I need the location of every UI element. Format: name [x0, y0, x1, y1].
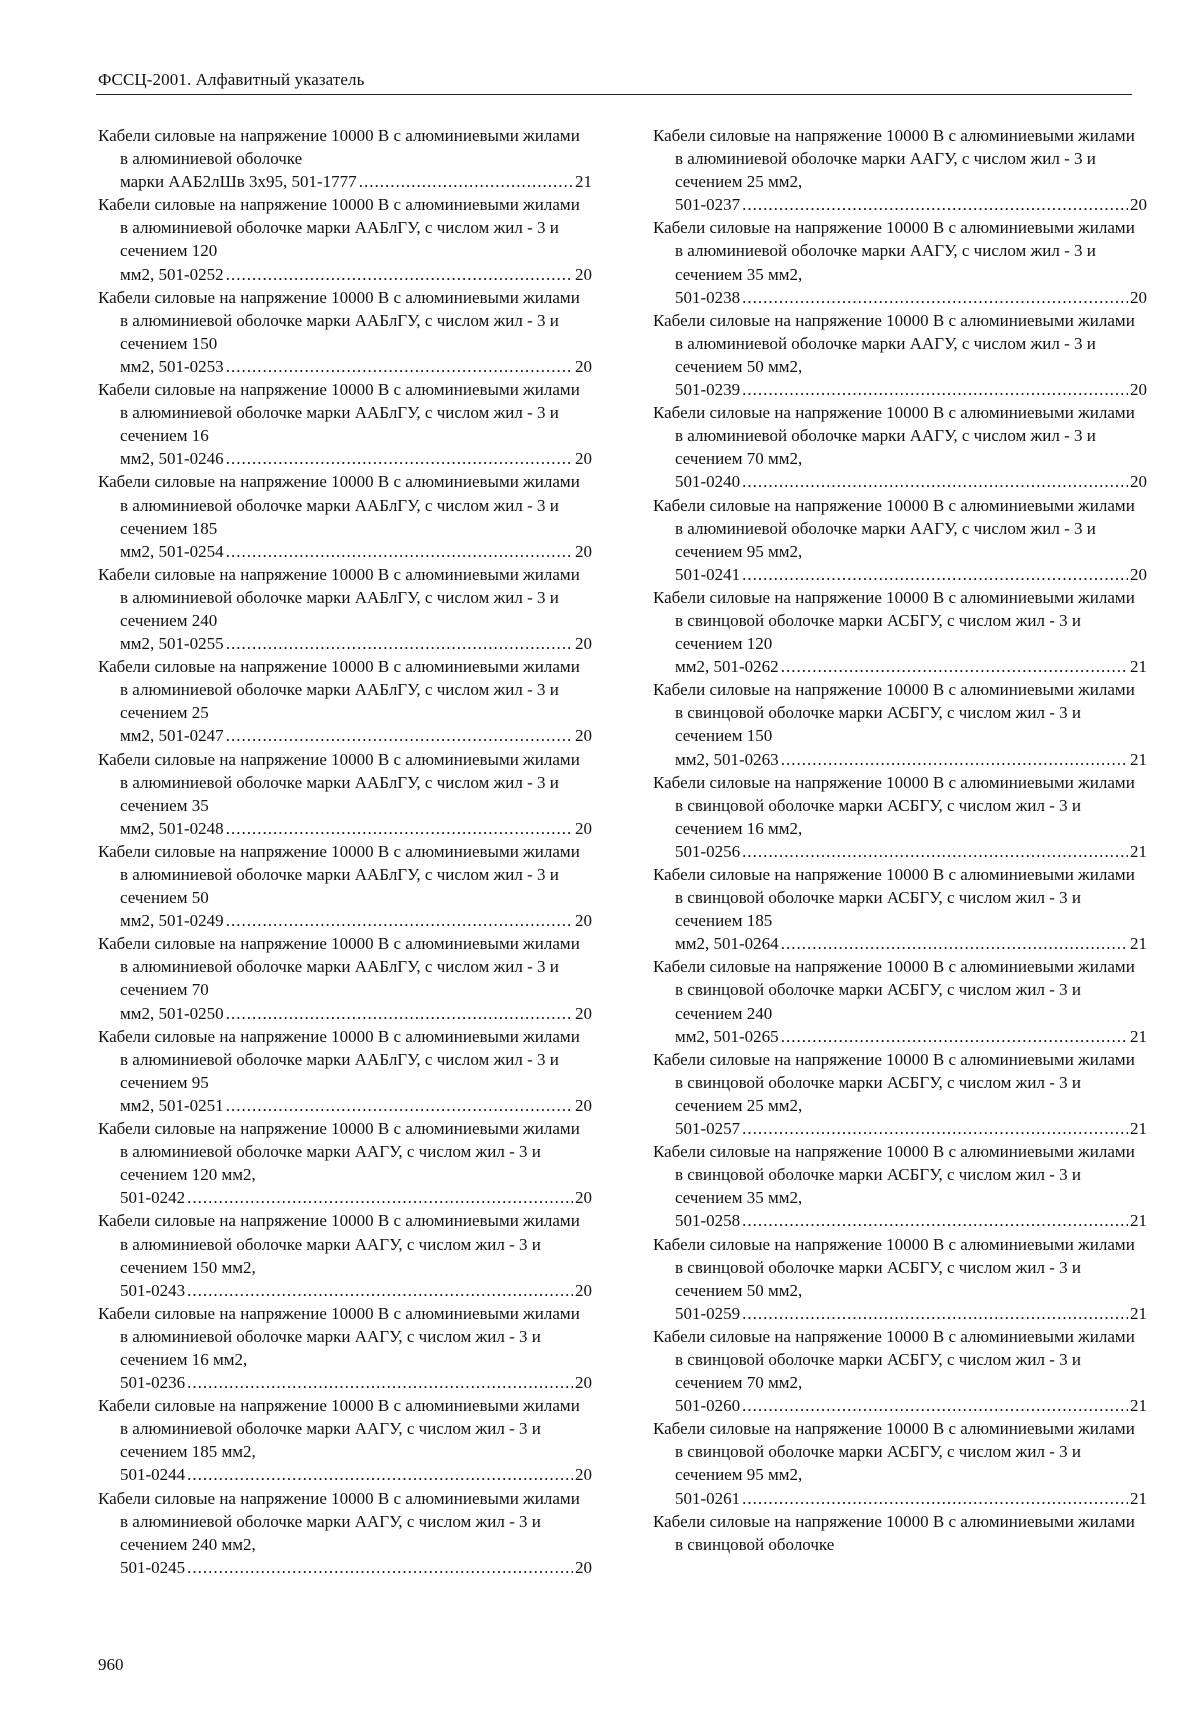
index-entry-page: 20	[575, 818, 592, 838]
index-entry	[653, 955, 1147, 1047]
dot-leader	[226, 263, 573, 286]
index-entry-reference-line	[98, 1463, 592, 1486]
index-entry-text: Кабели силовые на напряжение 10000 В с алюминиевыми жилами в алюминиевой оболочке марки ААБлГУ, с числом жил - 3 и сечением 185	[98, 472, 580, 538]
index-entry-page: 20	[575, 264, 592, 284]
index-entry-ref: 501-0260	[675, 1396, 741, 1416]
dot-leader	[781, 748, 1128, 771]
index-entry-text: Кабели силовые на напряжение 10000 В с алюминиевыми жилами в алюминиевой оболочке марки ААГУ, с числом жил - 3 и сечением 240 мм2,	[98, 1488, 580, 1554]
index-entry	[98, 1025, 592, 1117]
index-entry-text: Кабели силовые на напряжение 10000 В с алюминиевыми жилами в алюминиевой оболочке марки ААБлГУ, с числом жил - 3 и сечением 120	[98, 195, 580, 261]
index-entry-reference-line	[653, 378, 1147, 401]
dot-leader	[359, 170, 573, 193]
index-entry	[98, 932, 592, 1024]
index-entry-reference-line	[653, 193, 1147, 216]
index-entry-page: 20	[575, 1373, 592, 1393]
dot-leader	[742, 1117, 1128, 1140]
index-entry-reference-line	[98, 1186, 592, 1209]
index-entry-text: Кабели силовые на напряжение 10000 В с алюминиевыми жилами в алюминиевой оболочке марки ААБлГУ, с числом жил - 3 и сечением 70	[98, 934, 580, 1000]
index-entry-text: Кабели силовые на напряжение 10000 В с алюминиевыми жилами в алюминиевой оболочке марки ААБлГУ, с числом жил - 3 и сечением 150	[98, 287, 580, 353]
page-number: 960	[98, 1655, 124, 1674]
page-header-title: ФССЦ-2001. Алфавитный указатель	[98, 70, 365, 89]
index-entry	[653, 309, 1147, 401]
index-entry-reference-line	[98, 447, 592, 470]
index-entry	[98, 840, 592, 932]
index-entry	[98, 470, 592, 562]
index-entry-ref: мм2, 501-0264	[675, 934, 779, 954]
index-entry-ref: 501-0259	[675, 1303, 741, 1323]
index-entry-ref: 501-0237	[675, 195, 741, 215]
index-entry-reference-line	[653, 1394, 1147, 1417]
index-entry	[98, 286, 592, 378]
index-entry-page: 20	[1130, 472, 1147, 492]
index-entry	[653, 216, 1147, 308]
index-entry-page: 20	[575, 541, 592, 561]
index-entry-reference-line	[653, 563, 1147, 586]
header-divider	[96, 94, 1132, 95]
index-entry-ref: мм2, 501-0252	[120, 264, 224, 284]
index-entry-page: 20	[1130, 564, 1147, 584]
index-entry	[653, 1325, 1147, 1417]
index-entry-page: 21	[575, 172, 592, 192]
index-entry-ref: мм2, 501-0265	[675, 1026, 779, 1046]
dot-leader	[781, 932, 1128, 955]
index-entry	[653, 1510, 1147, 1556]
index-entry	[653, 1048, 1147, 1140]
index-entry-ref: 501-0258	[675, 1211, 741, 1231]
index-entry-ref: 501-0261	[675, 1488, 741, 1508]
index-entry	[653, 678, 1147, 770]
index-entry-reference-line	[98, 724, 592, 747]
index-entry-ref: 501-0240	[675, 472, 741, 492]
index-entry-text: Кабели силовые на напряжение 10000 В с алюминиевыми жилами в алюминиевой оболочке марки ААГУ, с числом жил - 3 и сечением 95 мм2,	[653, 495, 1135, 561]
dot-leader	[187, 1463, 573, 1486]
index-entry-ref: марки ААБ2лШв 3х95, 501-1777	[120, 172, 357, 192]
index-entry-ref: 501-0257	[675, 1119, 741, 1139]
index-entry-reference-line	[653, 840, 1147, 863]
index-entry-ref: мм2, 501-0251	[120, 1095, 224, 1115]
index-entry-page: 20	[575, 911, 592, 931]
dot-leader	[226, 447, 573, 470]
index-entry-page: 21	[1130, 1396, 1147, 1416]
index-entry-reference-line	[653, 1209, 1147, 1232]
index-entry	[98, 748, 592, 840]
index-entry-page: 21	[1130, 841, 1147, 861]
index-entry-text: Кабели силовые на напряжение 10000 В с алюминиевыми жилами в свинцовой оболочке марки АСБГУ, с числом жил - 3 и сечением 120	[653, 587, 1135, 654]
index-column-left	[98, 124, 592, 1579]
index-entry-text: Кабели силовые на напряжение 10000 В с алюминиевыми жилами в алюминиевой оболочке марки ААБлГУ, с числом жил - 3 и сечением 240	[98, 564, 580, 630]
index-entry-text: Кабели силовые на напряжение 10000 В с алюминиевыми жилами в алюминиевой оболочке марки ААБлГУ, с числом жил - 3 и сечением 35	[98, 749, 580, 815]
index-entry-page: 20	[575, 726, 592, 746]
index-entry-text: Кабели силовые на напряжение 10000 В с алюминиевыми жилами в свинцовой оболочке марки АСБГУ, с числом жил - 3 и сечением 185	[653, 865, 1135, 931]
dot-leader	[742, 840, 1128, 863]
dot-leader	[187, 1371, 573, 1394]
index-entry-reference-line	[653, 1117, 1147, 1140]
index-entry-page: 21	[1130, 934, 1147, 954]
index-entry-text: Кабели силовые на напряжение 10000 В с алюминиевыми жилами в алюминиевой оболочке марки ААГУ, с числом жил - 3 и сечением 16 мм2,	[98, 1303, 580, 1369]
index-entry-reference-line	[98, 1094, 592, 1117]
index-entry-reference-line	[653, 932, 1147, 955]
index-entry-page: 21	[1130, 1488, 1147, 1508]
index-entry-ref: 501-0256	[675, 841, 741, 861]
dot-leader	[742, 193, 1128, 216]
index-entry-page: 21	[1130, 1119, 1147, 1139]
dot-leader	[226, 817, 573, 840]
index-entry-text: Кабели силовые на напряжение 10000 В с алюминиевыми жилами в алюминиевой оболочке марки ААБлГУ, с числом жил - 3 и сечением 25	[98, 657, 580, 723]
index-entry-page: 20	[575, 1465, 592, 1485]
index-entry-reference-line	[653, 286, 1147, 309]
index-entry-page: 20	[575, 1003, 592, 1023]
dot-leader	[781, 1025, 1128, 1048]
index-entry	[98, 378, 592, 470]
index-entry-reference-line	[653, 1025, 1147, 1048]
index-entry-page: 20	[575, 1557, 592, 1577]
index-entry	[98, 563, 592, 655]
index-entry	[98, 655, 592, 747]
dot-leader	[742, 378, 1128, 401]
dot-leader	[226, 1002, 573, 1025]
index-entry	[653, 401, 1147, 493]
index-entry	[98, 1209, 592, 1301]
dot-leader	[226, 540, 573, 563]
index-entry-ref: мм2, 501-0255	[120, 634, 224, 654]
index-entry-text: Кабели силовые на напряжение 10000 В с алюминиевыми жилами в алюминиевой оболочке марки ААБлГУ, с числом жил - 3 и сечением 16	[98, 380, 580, 446]
dot-leader	[742, 286, 1128, 309]
index-entry-ref: 501-0239	[675, 380, 741, 400]
index-entry-page: 21	[1130, 1211, 1147, 1231]
dot-leader	[742, 1302, 1128, 1325]
index-entry-ref: 501-0245	[120, 1557, 186, 1577]
index-entry-page: 21	[1130, 1026, 1147, 1046]
index-entry-reference-line	[653, 748, 1147, 771]
index-entry	[98, 1394, 592, 1486]
dot-leader	[187, 1186, 573, 1209]
index-entry-ref: 501-0242	[120, 1188, 186, 1208]
index-entry	[98, 193, 592, 285]
index-entry-reference-line	[98, 817, 592, 840]
index-entry	[98, 1117, 592, 1209]
index-entry-text: Кабели силовые на напряжение 10000 В с алюминиевыми жилами в алюминиевой оболочке	[98, 126, 580, 169]
index-entry-text: Кабели силовые на напряжение 10000 В с алюминиевыми жилами в свинцовой оболочке марки АСБГУ, с числом жил - 3 и сечением 150	[653, 680, 1135, 746]
dot-leader	[742, 1487, 1128, 1510]
index-entry-reference-line	[98, 909, 592, 932]
index-entry-text: Кабели силовые на напряжение 10000 В с алюминиевыми жилами в свинцовой оболочке марки АСБГУ, с числом жил - 3 и сечением 95 мм2,	[653, 1419, 1135, 1485]
index-entry-page: 20	[575, 634, 592, 654]
index-entry-reference-line	[98, 632, 592, 655]
index-entry-reference-line	[98, 1279, 592, 1302]
index-entry-ref: мм2, 501-0253	[120, 356, 224, 376]
index-entry-text: Кабели силовые на напряжение 10000 В с алюминиевыми жилами в свинцовой оболочке марки АСБГУ, с числом жил - 3 и сечением 16 мм2,	[653, 772, 1135, 838]
index-entry-page: 20	[1130, 195, 1147, 215]
index-entry-page: 20	[575, 1280, 592, 1300]
index-entry-ref: мм2, 501-0248	[120, 818, 224, 838]
index-entry-ref: мм2, 501-0249	[120, 911, 224, 931]
index-entry-page: 21	[1130, 749, 1147, 769]
index-entry-ref: 501-0238	[675, 287, 741, 307]
index-entry	[653, 1417, 1147, 1509]
index-entry-reference-line	[653, 655, 1147, 678]
index-entry-reference-line	[98, 1556, 592, 1579]
index-entry-reference-line	[98, 263, 592, 286]
dot-leader	[187, 1279, 573, 1302]
index-entry-ref: 501-0244	[120, 1465, 186, 1485]
index-entry	[653, 586, 1147, 678]
index-entry-page: 20	[1130, 287, 1147, 307]
index-entry-text: Кабели силовые на напряжение 10000 В с алюминиевыми жилами в алюминиевой оболочке марки ААГУ, с числом жил - 3 и сечением 25 мм2,	[653, 126, 1135, 192]
index-entry-page: 20	[1130, 380, 1147, 400]
dot-leader	[742, 563, 1128, 586]
index-entry-reference-line	[98, 355, 592, 378]
index-entry-text: Кабели силовые на напряжение 10000 В с алюминиевыми жилами в свинцовой оболочке марки АСБГУ, с числом жил - 3 и сечением 35 мм2,	[653, 1142, 1135, 1208]
index-entry-ref: мм2, 501-0262	[675, 657, 779, 677]
index-entry-page: 21	[1130, 657, 1147, 677]
index-entry	[653, 863, 1147, 955]
index-entry	[98, 124, 592, 193]
index-entry-reference-line	[98, 1371, 592, 1394]
dot-leader	[742, 1209, 1128, 1232]
dot-leader	[226, 724, 573, 747]
index-entry-text: Кабели силовые на напряжение 10000 В с алюминиевыми жилами в алюминиевой оболочке марки ААГУ, с числом жил - 3 и сечением 150 мм2,	[98, 1211, 580, 1277]
index-entry-text: Кабели силовые на напряжение 10000 В с алюминиевыми жилами в алюминиевой оболочке марки ААГУ, с числом жил - 3 и сечением 185 мм2,	[98, 1396, 580, 1462]
index-entry-ref: мм2, 501-0263	[675, 749, 779, 769]
index-entry-text: Кабели силовые на напряжение 10000 В с алюминиевыми жилами в свинцовой оболочке марки АСБГУ, с числом жил - 3 и сечением 240	[653, 957, 1135, 1023]
dot-leader	[226, 355, 573, 378]
index-entry	[653, 1233, 1147, 1325]
index-entry-ref: мм2, 501-0254	[120, 541, 224, 561]
index-entry-ref: 501-0243	[120, 1280, 186, 1300]
index-entry-text: Кабели силовые на напряжение 10000 В с алюминиевыми жилами в алюминиевой оболочке марки ААГУ, с числом жил - 3 и сечением 120 мм2,	[98, 1119, 580, 1185]
index-entry-text: Кабели силовые на напряжение 10000 В с алюминиевыми жилами в алюминиевой оболочке марки ААБлГУ, с числом жил - 3 и сечением 95	[98, 1026, 580, 1092]
index-entry-text: Кабели силовые на напряжение 10000 В с алюминиевыми жилами в свинцовой оболочке	[653, 1511, 1135, 1554]
index-entry	[653, 1140, 1147, 1232]
index-entry-ref: мм2, 501-0250	[120, 1003, 224, 1023]
index-entry-reference-line	[653, 1487, 1147, 1510]
dot-leader	[226, 1094, 573, 1117]
index-column-right	[653, 124, 1147, 1556]
index-entry-reference-line	[653, 470, 1147, 493]
dot-leader	[742, 1394, 1128, 1417]
index-entry	[98, 1302, 592, 1394]
index-entry-ref: мм2, 501-0247	[120, 726, 224, 746]
index-entry-ref: 501-0236	[120, 1373, 186, 1393]
index-entry-text: Кабели силовые на напряжение 10000 В с алюминиевыми жилами в алюминиевой оболочке марки ААГУ, с числом жил - 3 и сечением 70 мм2,	[653, 403, 1135, 469]
index-entry-text: Кабели силовые на напряжение 10000 В с алюминиевыми жилами в алюминиевой оболочке марки ААГУ, с числом жил - 3 и сечением 50 мм2,	[653, 310, 1135, 376]
index-entry-text: Кабели силовые на напряжение 10000 В с алюминиевыми жилами в алюминиевой оболочке марки ААГУ, с числом жил - 3 и сечением 35 мм2,	[653, 218, 1135, 284]
index-entry-page: 20	[575, 1188, 592, 1208]
index-entry	[98, 1487, 592, 1579]
index-entry-text: Кабели силовые на напряжение 10000 В с алюминиевыми жилами в свинцовой оболочке марки АСБГУ, с числом жил - 3 и сечением 25 мм2,	[653, 1049, 1135, 1115]
index-entry-page: 20	[575, 1095, 592, 1115]
dot-leader	[226, 632, 573, 655]
dot-leader	[187, 1556, 573, 1579]
index-entry-text: Кабели силовые на напряжение 10000 В с алюминиевыми жилами в свинцовой оболочке марки АСБГУ, с числом жил - 3 и сечением 50 мм2,	[653, 1234, 1135, 1300]
index-entry-text: Кабели силовые на напряжение 10000 В с алюминиевыми жилами в алюминиевой оболочке марки ААБлГУ, с числом жил - 3 и сечением 50	[98, 841, 580, 908]
dot-leader	[781, 655, 1128, 678]
index-entry	[653, 771, 1147, 863]
index-entry-reference-line	[98, 1002, 592, 1025]
index-entry-reference-line	[98, 170, 592, 193]
index-entry-page: 20	[575, 356, 592, 376]
index-entry-page: 21	[1130, 1303, 1147, 1323]
index-entry	[653, 124, 1147, 216]
index-entry-ref: 501-0241	[675, 564, 741, 584]
index-entry-reference-line	[98, 540, 592, 563]
dot-leader	[742, 470, 1128, 493]
index-entry-page: 20	[575, 449, 592, 469]
dot-leader	[226, 909, 573, 932]
index-entry-text: Кабели силовые на напряжение 10000 В с алюминиевыми жилами в свинцовой оболочке марки АСБГУ, с числом жил - 3 и сечением 70 мм2,	[653, 1326, 1135, 1393]
index-entry-reference-line	[653, 1302, 1147, 1325]
index-entry	[653, 494, 1147, 586]
index-entry-ref: мм2, 501-0246	[120, 449, 224, 469]
